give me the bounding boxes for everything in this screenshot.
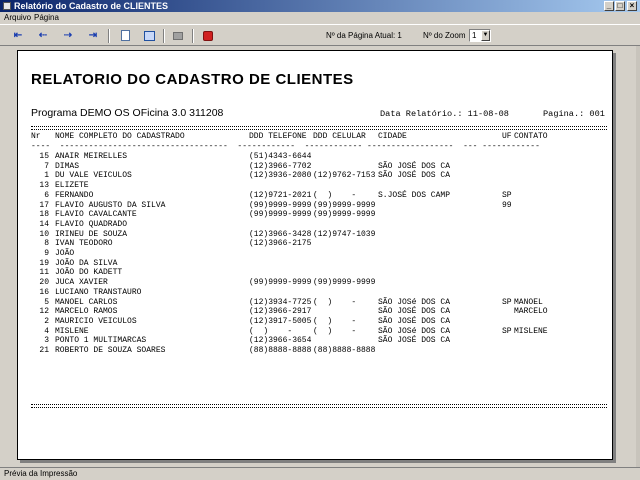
- cell-name: JOÃO: [55, 249, 75, 258]
- minimize-button[interactable]: _: [604, 1, 614, 11]
- cell-contact: MARCELO: [514, 307, 548, 317]
- cell-phone: (12)3966-2917: [249, 307, 312, 317]
- report-date: Data Relatório.: 11-08-08: [380, 109, 509, 119]
- top-rule: [31, 126, 607, 130]
- chevron-down-icon[interactable]: ▼: [481, 30, 490, 41]
- cell-name: FERNANDO: [55, 190, 94, 200]
- current-page-label: Nº da Página Atual: 1: [326, 31, 402, 40]
- cell-city: SÃO JOSÉ DOS CA: [378, 336, 451, 346]
- cell-city: SÃO JOSé DOS CA: [378, 326, 451, 336]
- cell-phone: (51)4343-6644: [249, 152, 312, 161]
- cell-phone: (88)8888-8888: [249, 346, 312, 355]
- cell-phone: (12)3934-7725: [249, 297, 312, 307]
- cell-nr: 3: [44, 336, 49, 346]
- cell-phone: ( ) -: [249, 326, 293, 336]
- cell-contact: MISLENE: [514, 326, 548, 336]
- window-title: Relatório do Cadastro de CLIENTES: [14, 1, 169, 11]
- col-header-cell: DDD CELULAR: [313, 132, 366, 141]
- cell-uf: SP: [502, 326, 512, 336]
- cell-nr: 16: [39, 287, 49, 297]
- cell-nr: 19: [39, 258, 49, 268]
- cell-nr: 15: [39, 152, 49, 161]
- cell-name: FLAVIO CAVALCANTE: [55, 210, 137, 220]
- two-page-view-icon[interactable]: [141, 29, 157, 43]
- cell-phone: (12)3966-7702: [249, 161, 312, 171]
- cell-name: DIMAS: [55, 161, 80, 171]
- cell-phone: (12)3966-3428: [249, 229, 312, 239]
- cell-uf: SP: [502, 297, 512, 307]
- bottom-rule: [31, 404, 607, 408]
- cell-mobile: ( ) -: [313, 326, 357, 336]
- cell-nr: 8: [44, 239, 49, 249]
- cell-name: FLAVIO QUADRADO: [55, 219, 128, 229]
- cell-name: JOÃO DA SILVA: [55, 258, 118, 268]
- col-header-contact: CONTATO: [514, 132, 548, 141]
- cell-name: MARCELO RAMOS: [55, 307, 118, 317]
- toolbar-separator: [163, 29, 165, 43]
- previous-page-icon[interactable]: ⇠: [38, 30, 48, 41]
- cell-name: IVAN TEODORO: [55, 239, 113, 249]
- cell-name: LUCIANO TRANSTAURO: [55, 287, 142, 297]
- cell-city: SÃO JOSÉ DOS CA: [378, 316, 451, 326]
- cell-phone: (99)9999-9999: [249, 278, 312, 288]
- report-viewport[interactable]: [0, 46, 640, 467]
- cell-nr: 1: [44, 171, 49, 181]
- next-page-icon[interactable]: ⇢: [63, 30, 73, 41]
- toolbar-separator: [108, 29, 110, 43]
- cell-mobile: ( ) -: [313, 316, 357, 326]
- stop-icon[interactable]: [200, 29, 216, 43]
- zoom-value: 1: [472, 31, 477, 40]
- col-header-city: CIDADE: [378, 132, 407, 141]
- cell-nr: 10: [39, 229, 49, 239]
- cell-name: MAURICIO VEICULOS: [55, 316, 137, 326]
- cell-phone: (12)3917-5005: [249, 316, 312, 326]
- cell-mobile: (12)9762-7153: [313, 171, 376, 181]
- menu-bar: [0, 12, 640, 24]
- cell-city: SÃO JOSÉ DOS CA: [378, 171, 451, 181]
- printer-icon[interactable]: [170, 29, 186, 43]
- cell-city: SÃO JOSé DOS CA: [378, 297, 451, 307]
- first-page-icon[interactable]: ⇤: [13, 30, 23, 41]
- cell-phone: (12)3966-3654: [249, 336, 312, 346]
- col-header-phone: DDD TELEFONE: [249, 132, 307, 141]
- cell-phone: (99)9999-9999: [249, 200, 312, 210]
- cell-name: ROBERTO DE SOUZA SOARES: [55, 346, 166, 355]
- toolbar: [0, 24, 640, 46]
- report-page: [17, 50, 613, 460]
- cell-name: FLAVIO AUGUSTO DA SILVA: [55, 200, 166, 210]
- cell-uf: 99: [502, 200, 512, 210]
- cell-nr: 7: [44, 161, 49, 171]
- header-dashes: ---- ----------------------------------- ------------ ------------ ------------------ --- ------------: [31, 142, 540, 151]
- cell-name: DU VALE VEICULOS: [55, 171, 132, 181]
- cell-phone: (12)3936-2080: [249, 171, 312, 181]
- menu-arquivo[interactable]: Arquivo: [4, 13, 32, 22]
- report-title: RELATORIO DO CADASTRO DE CLIENTES: [31, 71, 354, 88]
- toolbar-separator: [192, 29, 194, 43]
- col-header-nr: Nr: [31, 132, 41, 141]
- cell-name: JOÃO DO KADETT: [55, 268, 123, 278]
- report-program: Programa DEMO OS OFicina 3.0 311208: [31, 107, 224, 119]
- cell-phone: (12)9721-2021: [249, 190, 312, 200]
- cell-name: IRINEU DE SOUZA: [55, 229, 128, 239]
- cell-name: ELIZETE: [55, 181, 89, 191]
- cell-name: JUCA XAVIER: [55, 278, 108, 288]
- cell-nr: 14: [39, 219, 49, 229]
- cell-mobile: (12)9747-1039: [313, 229, 376, 239]
- cell-nr: 6: [44, 190, 49, 200]
- status-text: Prévia da Impressão: [4, 469, 78, 478]
- zoom-select[interactable]: [469, 29, 491, 42]
- cell-city: S.JOSÉ DOS CAMP: [378, 190, 451, 200]
- cell-city: SÃO JOSÉ DOS CA: [378, 161, 451, 171]
- cell-nr: 4: [44, 326, 49, 336]
- cell-nr: 11: [39, 268, 49, 278]
- cell-phone: (99)9999-9999: [249, 210, 312, 220]
- maximize-button[interactable]: □: [615, 1, 625, 11]
- cell-nr: 5: [44, 297, 49, 307]
- cell-mobile: ( ) -: [313, 190, 357, 200]
- col-header-uf: UF: [502, 132, 512, 141]
- cell-nr: 18: [39, 210, 49, 220]
- cell-name: MANOEL CARLOS: [55, 297, 118, 307]
- cell-mobile: (99)9999-9999: [313, 200, 376, 210]
- cell-name: PONTO 1 MULTIMARCAS: [55, 336, 147, 346]
- cell-mobile: (99)9999-9999: [313, 210, 376, 220]
- cell-contact: MANOEL: [514, 297, 543, 307]
- cell-city: SÃO JOSÉ DOS CA: [378, 307, 451, 317]
- window-title-bar: [0, 0, 640, 12]
- cell-phone: (12)3966-2175: [249, 239, 312, 249]
- zoom-label: Nº do Zoom: [423, 31, 466, 40]
- cell-name: ANAIR MEIRELLES: [55, 152, 128, 161]
- menu-pagina[interactable]: Página: [34, 13, 59, 22]
- cell-mobile: (99)9999-9999: [313, 278, 376, 288]
- single-page-view-icon[interactable]: [117, 29, 133, 43]
- cell-nr: 9: [44, 249, 49, 258]
- cell-name: MISLENE: [55, 326, 89, 336]
- col-header-name: NOME COMPLETO DO CADASTRADO: [55, 132, 185, 141]
- cell-mobile: ( ) -: [313, 297, 357, 307]
- cell-nr: 13: [39, 181, 49, 191]
- last-page-icon[interactable]: ⇥: [88, 30, 98, 41]
- status-bar: [0, 467, 640, 480]
- cell-mobile: (88)8888-8888: [313, 346, 376, 355]
- close-button[interactable]: ×: [627, 1, 637, 11]
- cell-nr: 17: [39, 200, 49, 210]
- vertical-scrollbar[interactable]: [636, 46, 640, 467]
- cell-uf: SP: [502, 190, 512, 200]
- cell-nr: 21: [39, 346, 49, 355]
- cell-nr: 2: [44, 316, 49, 326]
- report-page-number: Pagina.: 001: [543, 109, 605, 119]
- app-icon: [3, 2, 11, 10]
- cell-nr: 12: [39, 307, 49, 317]
- cell-nr: 20: [39, 278, 49, 288]
